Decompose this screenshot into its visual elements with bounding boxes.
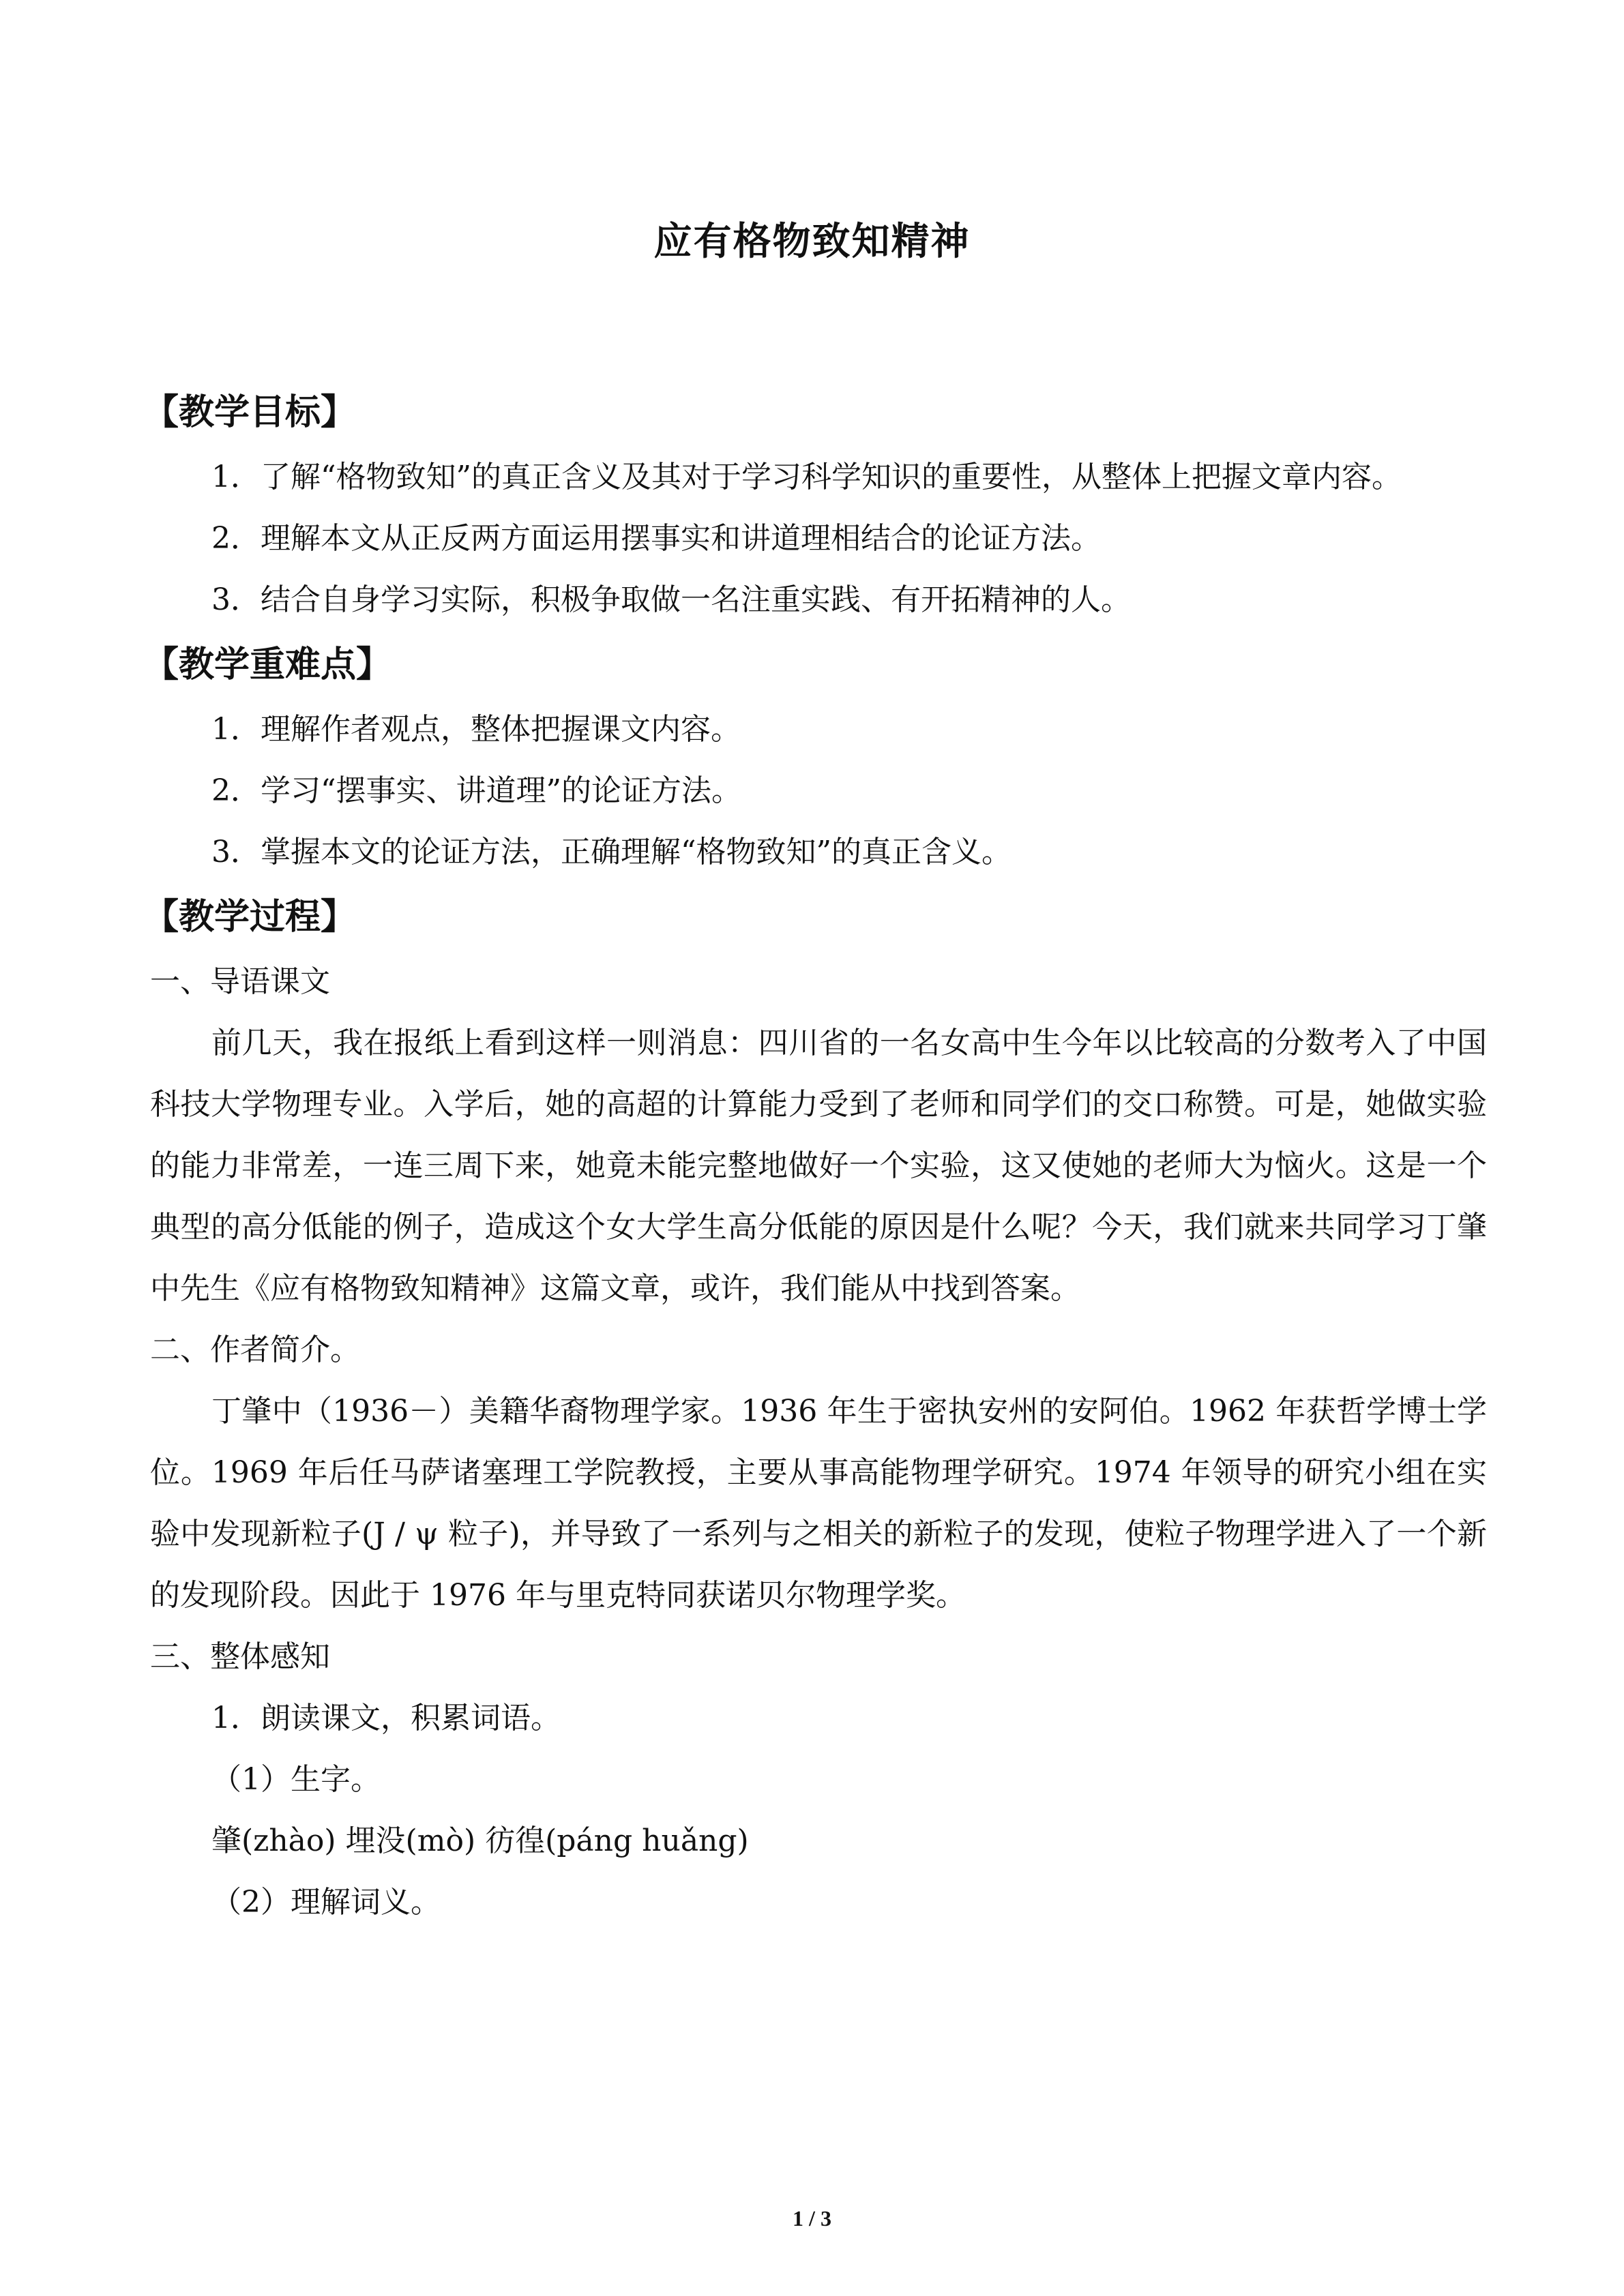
section-heading-key-points: 【教学重难点】 (143, 644, 392, 685)
goal-item: 3．结合自身学习实际，积极争取做一名注重实践、有开拓精神的人。 (211, 582, 1131, 617)
document-body (143, 378, 1487, 1933)
process-part-title: 一、导语课文 (150, 964, 330, 999)
vocabulary-line: 肇(zhào) 埋没(mò) 彷徨(páng huǎng) (211, 1823, 749, 1858)
goal-item: 2．理解本文从正反两方面运用摆事实和讲道理相结合的论证方法。 (211, 521, 1101, 556)
key-point-item: 2．学习“摆事实、讲道理”的论证方法。 (211, 773, 741, 808)
process-substep: （1）生字。 (211, 1762, 381, 1797)
document-title: 应有格物致知精神 (653, 220, 971, 264)
process-paragraph: 丁肇中（1936－）美籍华裔物理学家。1936 年生于密执安州的安阿伯。1962 年获哲学博士学位。1969 年后任马萨诸塞理工学院教授，主要从事高能物理学研究。1974 年领导的研究小组在实验中发现新粒子(J / ψ 粒子)，并导致了一系列与之相关的新粒子的发现，使粒子物理学进入了一个新的发现阶段。因此于 1976 年与里克特同获诺贝尔物理学奖。 (150, 1394, 1487, 1613)
section-heading-process: 【教学过程】 (143, 897, 357, 938)
page-number: 1 / 3 (793, 2206, 831, 2231)
key-point-item: 3．掌握本文的论证方法，正确理解“格物致知”的真正含义。 (211, 835, 1012, 869)
section-heading-goals: 【教学目标】 (143, 392, 357, 433)
key-point-item: 1．理解作者观点，整体把握课文内容。 (211, 712, 741, 747)
process-step: 1．朗读课文，积累词语。 (211, 1701, 561, 1735)
process-part-title: 三、整体感知 (150, 1639, 330, 1674)
goal-item: 1．了解“格物致知”的真正含义及其对于学习科学知识的重要性，从整体上把握文章内容。 (211, 460, 1402, 494)
process-substep: （2）理解词义。 (211, 1885, 441, 1920)
process-paragraph: 前几天，我在报纸上看到这样一则消息：四川省的一名女高中生今年以比较高的分数考入了中国科技大学物理专业。入学后，她的高超的计算能力受到了老师和同学们的交口称赞。可是，她做实验的能力非常差，一连三周下来，她竟未能完整地做好一个实验，这又使她的老师大为恼火。这是一个典型的高分低能的例子，造成这个女大学生高分低能的原因是什么呢？今天，我们就来共同学习丁肇中先生《应有格物致知精神》这篇文章，或许，我们能从中找到答案。 (150, 1026, 1487, 1306)
process-part-title: 二、作者简介。 (150, 1332, 360, 1367)
